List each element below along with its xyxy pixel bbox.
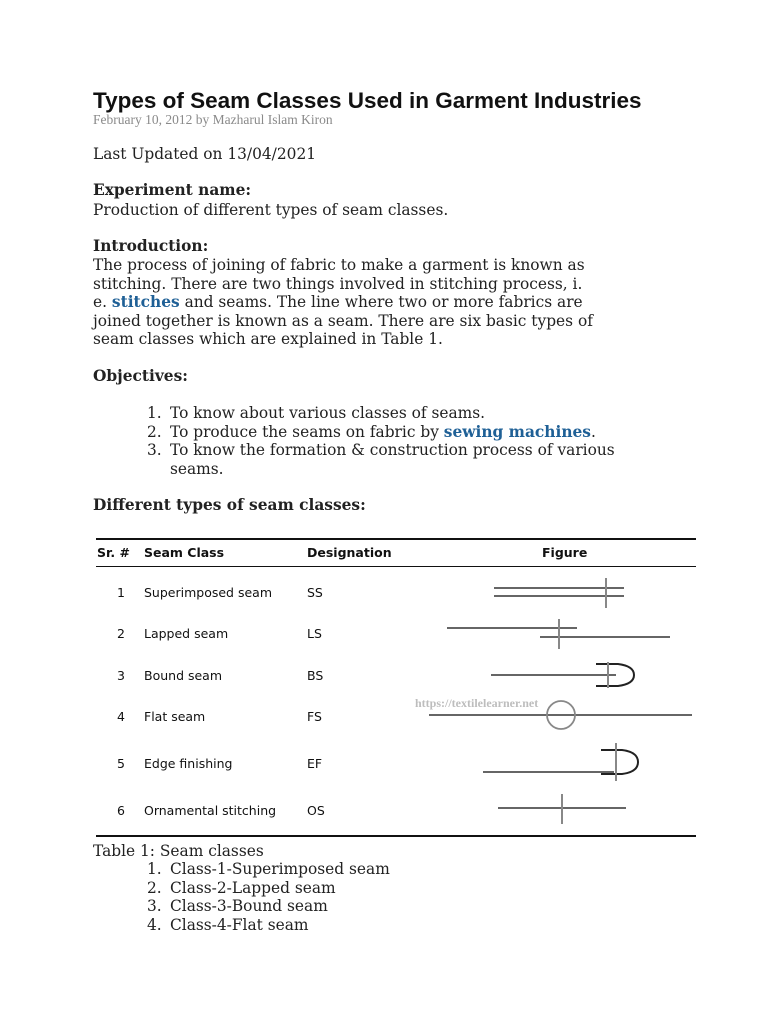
article-title: Types of Seam Classes Used in Garment Industries <box>93 88 642 113</box>
list-item <box>93 860 693 879</box>
stitches-link[interactable]: stitches <box>111 293 180 312</box>
classes-list <box>93 860 693 934</box>
list-item <box>93 423 713 442</box>
objective-text: To know about various classes of seams. <box>170 404 486 422</box>
header-seam-class: Seam Class <box>144 545 225 560</box>
edge-finishing-figure <box>483 743 638 781</box>
header-figure: Figure <box>542 545 588 560</box>
row-seam-class: Flat seam <box>144 709 206 724</box>
objectives-list <box>93 404 713 478</box>
row-seam-class: Ornamental stitching <box>144 803 277 818</box>
intro-line <box>93 293 593 312</box>
objective-text: . <box>590 422 596 441</box>
row-sr: 2 <box>117 626 125 641</box>
class-text: Class-3-Bound seam <box>170 897 328 916</box>
header-sr: Sr. # <box>97 545 130 560</box>
seam-class-table <box>96 538 696 838</box>
list-item <box>93 897 693 916</box>
class-text: Class-4-Flat seam <box>170 915 309 934</box>
by-label: by <box>195 112 210 127</box>
list-number: 2. <box>147 878 162 897</box>
list-number: 2. <box>147 422 162 441</box>
list-item <box>93 916 693 935</box>
row-seam-class: Superimposed seam <box>144 585 273 600</box>
list-number: 4. <box>147 915 162 934</box>
objective-text: To produce the seams on fabric by <box>170 422 439 441</box>
article-meta <box>93 112 333 128</box>
list-number: 3. <box>147 441 162 460</box>
row-designation: EF <box>307 756 323 771</box>
list-item <box>93 879 693 898</box>
bound-seam-figure <box>491 662 634 688</box>
post-date[interactable]: February 10, 2012 <box>93 112 193 127</box>
list-item <box>93 404 713 423</box>
introduction-heading: Introduction: <box>93 237 209 255</box>
watermark: https://textilelearner.net <box>415 696 539 710</box>
objectives-heading: Objectives: <box>93 367 188 385</box>
row-seam-class: Bound seam <box>144 668 223 683</box>
header-designation: Designation <box>307 545 392 560</box>
row-sr: 6 <box>117 803 125 818</box>
intro-line: seam classes which are explained in Table 1. <box>93 330 443 349</box>
row-sr: 4 <box>117 709 125 724</box>
intro-line: joined together is known as a seam. There are six basic types of <box>93 311 593 330</box>
objective-text: seams. <box>170 459 224 478</box>
class-text: Class-2-Lapped seam <box>170 878 336 897</box>
row-sr: 1 <box>117 585 125 600</box>
intro-line: The process of joining of fabric to make a garment is known as <box>93 256 585 274</box>
lapped-seam-figure <box>447 619 670 649</box>
row-designation: SS <box>307 585 323 600</box>
author-link[interactable]: Mazharul Islam Kiron <box>212 112 333 127</box>
intro-text: and seams. The line where two or more fabrics are <box>184 293 583 312</box>
superimposed-seam-figure <box>494 578 624 608</box>
seam-figures <box>96 538 696 838</box>
list-item <box>93 441 713 478</box>
last-updated: Last Updated on 13/04/2021 <box>93 145 317 163</box>
list-number: 3. <box>147 897 162 916</box>
objective-text: To know the formation & construction process of various <box>170 441 615 460</box>
introduction-paragraph <box>93 256 593 349</box>
list-number: 1. <box>147 860 162 878</box>
seam-classes-heading: Different types of seam classes: <box>93 496 366 514</box>
row-seam-class: Lapped seam <box>144 626 229 641</box>
row-sr: 3 <box>117 668 125 683</box>
sewing-machines-link[interactable]: sewing machines <box>443 422 591 441</box>
experiment-heading: Experiment name: <box>93 181 252 199</box>
list-number: 1. <box>147 404 162 422</box>
intro-line: stitching. There are two things involved in stitching process, i. <box>93 274 583 293</box>
experiment-text: Production of different types of seam classes. <box>93 201 449 219</box>
row-seam-class: Edge finishing <box>144 756 233 771</box>
row-designation: OS <box>307 803 325 818</box>
ornamental-stitching-figure <box>498 794 626 824</box>
table-caption: Table 1: Seam classes <box>93 842 264 860</box>
row-designation: FS <box>307 709 322 724</box>
intro-text: e. <box>93 293 108 312</box>
row-sr: 5 <box>117 756 125 771</box>
class-text: Class-1-Superimposed seam <box>170 860 390 878</box>
row-designation: BS <box>307 668 324 683</box>
row-designation: LS <box>307 626 322 641</box>
